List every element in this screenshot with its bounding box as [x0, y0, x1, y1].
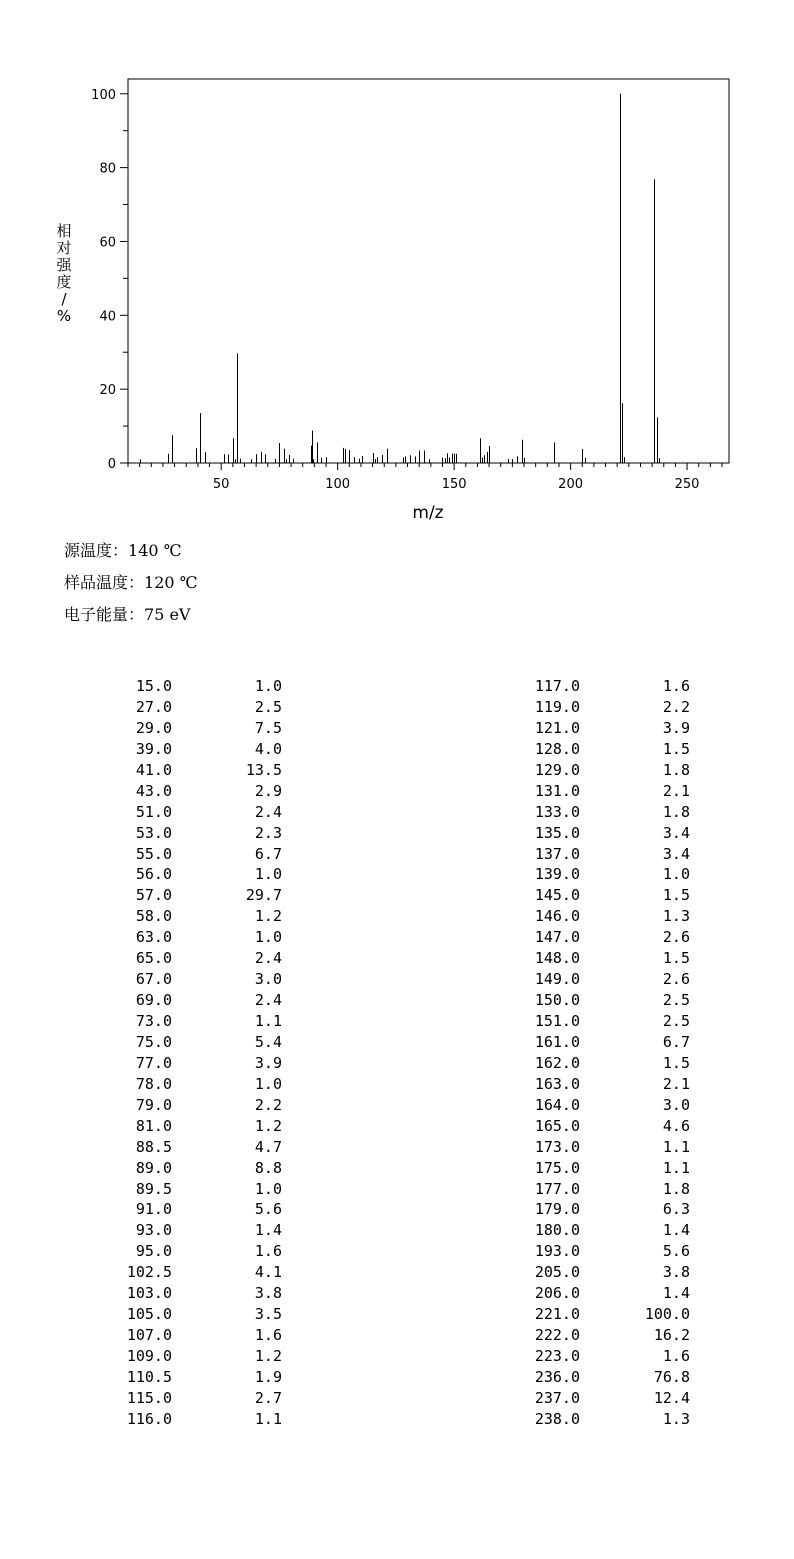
table-row — [100, 1409, 282, 1430]
mz-value: 29.0 — [135, 718, 172, 737]
mz-value: 63.0 — [135, 928, 172, 947]
mz-value: 175.0 — [534, 1158, 580, 1177]
mz-value: 103.0 — [126, 1284, 172, 1303]
mz-value: 150.0 — [534, 991, 580, 1010]
abundance-value: 6.7 — [254, 844, 282, 863]
mz-value: 131.0 — [534, 781, 580, 800]
mz-value: 65.0 — [135, 949, 172, 968]
x-tick-label: 100 — [325, 477, 351, 492]
mz-value: 128.0 — [534, 739, 580, 758]
abundance-value: 1.1 — [254, 1012, 282, 1030]
abundance-value: 2.7 — [254, 1388, 282, 1407]
x-axis-label: m/z — [412, 503, 444, 523]
mz-value: 107.0 — [126, 1326, 172, 1345]
mz-value: 145.0 — [534, 886, 580, 905]
abundance-value: 7.5 — [254, 718, 282, 737]
table-row — [508, 802, 690, 823]
table-row — [100, 1367, 282, 1388]
mz-value: 151.0 — [534, 1012, 580, 1030]
table-row — [508, 718, 690, 739]
mz-value: 89.0 — [135, 1158, 172, 1177]
x-tick-label: 250 — [674, 477, 700, 492]
table-row — [508, 1262, 690, 1283]
abundance-value: 2.5 — [254, 697, 282, 716]
mz-value: 139.0 — [534, 865, 580, 884]
abundance-value: 2.1 — [662, 1074, 690, 1093]
mz-value: 164.0 — [534, 1095, 580, 1114]
table-row — [100, 864, 282, 885]
table-row — [508, 1220, 690, 1241]
table-row — [508, 1346, 690, 1367]
mz-value: 27.0 — [135, 697, 172, 716]
mz-value: 55.0 — [135, 844, 172, 863]
mz-value: 238.0 — [534, 1409, 580, 1428]
mz-value: 105.0 — [126, 1305, 172, 1324]
table-row — [100, 990, 282, 1011]
table-row — [100, 906, 282, 927]
abundance-value: 1.4 — [254, 1221, 282, 1240]
abundance-value: 5.6 — [662, 1242, 690, 1261]
abundance-value: 1.4 — [662, 1284, 690, 1303]
table-row — [508, 864, 690, 885]
abundance-value: 1.6 — [662, 677, 690, 695]
y-tick-label: 80 — [99, 161, 116, 177]
table-row — [100, 927, 282, 948]
abundance-value: 2.1 — [662, 781, 690, 800]
mz-value: 79.0 — [135, 1095, 172, 1114]
abundance-value: 1.2 — [254, 1116, 282, 1135]
mz-value: 51.0 — [135, 802, 172, 821]
table-row — [508, 1116, 690, 1137]
abundance-value: 3.9 — [662, 718, 690, 737]
mass-spectrum-chart — [0, 0, 794, 530]
abundance-value: 4.7 — [254, 1137, 282, 1156]
mz-value: 146.0 — [534, 907, 580, 926]
table-row — [100, 823, 282, 844]
abundance-value: 3.8 — [254, 1284, 282, 1303]
mz-value: 89.5 — [135, 1179, 172, 1198]
y-axis-label-char: % — [56, 307, 72, 325]
mz-value: 129.0 — [534, 760, 580, 779]
peak-table-right — [508, 676, 690, 1430]
table-row — [100, 676, 282, 697]
abundance-value: 1.5 — [662, 739, 690, 758]
abundance-value: 1.3 — [662, 1409, 690, 1428]
abundance-value: 1.0 — [662, 865, 690, 884]
table-row — [508, 676, 690, 697]
mz-value: 67.0 — [135, 970, 172, 989]
table-row — [100, 1262, 282, 1283]
table-row — [508, 1409, 690, 1430]
y-tick-label: 40 — [99, 309, 116, 325]
abundance-value: 1.2 — [254, 907, 282, 926]
mz-value: 109.0 — [126, 1347, 172, 1365]
table-row — [100, 760, 282, 781]
abundance-value: 4.6 — [662, 1116, 690, 1135]
table-row — [508, 990, 690, 1011]
table-row — [508, 1074, 690, 1095]
table-row — [100, 802, 282, 823]
table-row — [508, 697, 690, 718]
abundance-value: 1.0 — [254, 1074, 282, 1093]
abundance-value: 1.6 — [662, 1347, 690, 1365]
condition-label: 源温度： — [64, 541, 129, 560]
plot-frame — [128, 79, 729, 463]
mz-value: 121.0 — [534, 718, 580, 737]
table-row — [100, 1053, 282, 1074]
table-row — [508, 1095, 690, 1116]
abundance-value: 5.4 — [254, 1032, 282, 1051]
abundance-value: 1.5 — [662, 1053, 690, 1072]
mz-value: 223.0 — [534, 1347, 580, 1365]
table-row — [508, 1283, 690, 1304]
abundance-value: 3.5 — [254, 1305, 282, 1324]
table-row — [508, 1137, 690, 1158]
mz-value: 179.0 — [534, 1200, 580, 1219]
table-row — [508, 969, 690, 990]
abundance-value: 1.4 — [662, 1221, 690, 1240]
experiment-conditions — [64, 538, 198, 634]
table-row — [100, 1179, 282, 1200]
table-row — [508, 823, 690, 844]
mz-value: 119.0 — [534, 697, 580, 716]
table-row — [100, 1095, 282, 1116]
mz-value: 222.0 — [534, 1326, 580, 1345]
mz-value: 237.0 — [534, 1388, 580, 1407]
table-row — [100, 1241, 282, 1262]
abundance-value: 1.1 — [662, 1137, 690, 1156]
mz-value: 93.0 — [135, 1221, 172, 1240]
mz-value: 78.0 — [135, 1074, 172, 1093]
mz-value: 56.0 — [135, 865, 172, 884]
table-row — [508, 885, 690, 906]
mz-value: 133.0 — [534, 802, 580, 821]
abundance-value: 2.2 — [254, 1095, 282, 1114]
table-row — [100, 1199, 282, 1220]
table-row — [100, 885, 282, 906]
abundance-value: 12.4 — [653, 1388, 690, 1407]
y-tick-label: 60 — [99, 235, 116, 251]
mz-value: 81.0 — [135, 1116, 172, 1135]
abundance-value: 1.3 — [662, 907, 690, 926]
mz-value: 180.0 — [534, 1221, 580, 1240]
table-row — [508, 927, 690, 948]
table-row — [100, 739, 282, 760]
table-row — [100, 697, 282, 718]
condition-value: 120 ℃ — [144, 573, 198, 592]
y-axis-label — [56, 222, 72, 325]
abundance-value: 1.0 — [254, 1179, 282, 1198]
abundance-value: 3.9 — [254, 1053, 282, 1072]
abundance-value: 3.4 — [662, 844, 690, 863]
mz-value: 115.0 — [126, 1388, 172, 1407]
x-axis — [128, 463, 722, 492]
abundance-value: 1.1 — [254, 1409, 282, 1428]
table-row — [508, 739, 690, 760]
condition-line — [64, 538, 198, 570]
abundance-value: 2.9 — [254, 781, 282, 800]
y-axis-label-char: 对 — [56, 239, 72, 257]
mz-value: 73.0 — [135, 1012, 172, 1030]
y-tick-label: 0 — [107, 457, 116, 472]
abundance-value: 1.2 — [254, 1347, 282, 1365]
abundance-value: 6.3 — [662, 1200, 690, 1219]
mz-value: 88.5 — [135, 1137, 172, 1156]
abundance-value: 3.0 — [662, 1095, 690, 1114]
abundance-value: 3.0 — [254, 970, 282, 989]
table-row — [100, 1032, 282, 1053]
abundance-value: 6.7 — [662, 1032, 690, 1051]
abundance-value: 1.0 — [254, 928, 282, 947]
mz-value: 77.0 — [135, 1053, 172, 1072]
abundance-value: 2.6 — [662, 928, 690, 947]
mz-value: 193.0 — [534, 1242, 580, 1261]
mz-value: 15.0 — [135, 677, 172, 695]
table-row — [100, 1325, 282, 1346]
table-row — [508, 760, 690, 781]
y-tick-label: 20 — [99, 383, 116, 399]
table-row — [100, 1158, 282, 1179]
mz-value: 75.0 — [135, 1032, 172, 1051]
mz-value: 165.0 — [534, 1116, 580, 1135]
y-tick-label: 100 — [91, 87, 116, 103]
abundance-value: 1.8 — [662, 802, 690, 821]
abundance-value: 4.0 — [254, 739, 282, 758]
abundance-value: 2.2 — [662, 697, 690, 716]
abundance-value: 1.8 — [662, 760, 690, 779]
y-axis-label-char: / — [61, 290, 67, 308]
table-row — [100, 969, 282, 990]
mz-value: 58.0 — [135, 907, 172, 926]
mz-value: 135.0 — [534, 823, 580, 842]
mz-value: 95.0 — [135, 1242, 172, 1261]
mz-value: 69.0 — [135, 991, 172, 1010]
mz-value: 53.0 — [135, 823, 172, 842]
abundance-value: 2.4 — [254, 991, 282, 1010]
table-row — [100, 1074, 282, 1095]
abundance-value: 1.8 — [662, 1179, 690, 1198]
mz-value: 148.0 — [534, 949, 580, 968]
mz-value: 205.0 — [534, 1263, 580, 1282]
table-row — [100, 1304, 282, 1325]
abundance-value: 2.6 — [662, 970, 690, 989]
table-row — [508, 1304, 690, 1325]
table-row — [508, 1053, 690, 1074]
abundance-value: 13.5 — [245, 760, 282, 779]
y-axis — [91, 88, 128, 472]
mz-value: 137.0 — [534, 844, 580, 863]
condition-value: 140 ℃ — [128, 541, 182, 560]
table-row — [100, 1220, 282, 1241]
mz-value: 206.0 — [534, 1284, 580, 1303]
mz-value: 161.0 — [534, 1032, 580, 1051]
mz-value: 91.0 — [135, 1200, 172, 1219]
abundance-value: 4.1 — [254, 1263, 282, 1282]
mz-value: 162.0 — [534, 1053, 580, 1072]
condition-value: 75 eV — [144, 605, 191, 624]
abundance-value: 2.5 — [662, 1012, 690, 1030]
table-row — [508, 1032, 690, 1053]
table-row — [508, 1199, 690, 1220]
condition-line — [64, 602, 198, 634]
abundance-value: 3.4 — [662, 823, 690, 842]
abundance-value: 3.8 — [662, 1263, 690, 1282]
mz-value: 236.0 — [534, 1367, 580, 1386]
table-row — [100, 1011, 282, 1032]
abundance-value: 2.5 — [662, 991, 690, 1010]
y-axis-label-char: 度 — [56, 273, 72, 291]
table-row — [100, 844, 282, 865]
peak-table-left — [100, 676, 282, 1430]
table-row — [508, 1241, 690, 1262]
table-row — [508, 1179, 690, 1200]
mz-value: 177.0 — [534, 1179, 580, 1198]
mz-value: 39.0 — [135, 739, 172, 758]
abundance-value: 8.8 — [254, 1158, 282, 1177]
abundance-value: 1.6 — [254, 1326, 282, 1345]
x-tick-label: 200 — [558, 477, 584, 492]
table-row — [100, 1137, 282, 1158]
abundance-value: 1.5 — [662, 886, 690, 905]
mz-value: 147.0 — [534, 928, 580, 947]
mz-value: 110.5 — [126, 1367, 172, 1386]
table-row — [100, 948, 282, 969]
mz-value: 57.0 — [135, 886, 172, 905]
mz-value: 163.0 — [534, 1074, 580, 1093]
condition-line — [64, 570, 198, 602]
table-row — [100, 1346, 282, 1367]
mz-value: 221.0 — [534, 1305, 580, 1324]
table-row — [508, 906, 690, 927]
abundance-value: 1.0 — [254, 677, 282, 695]
table-row — [508, 781, 690, 802]
table-row — [508, 1325, 690, 1346]
table-row — [100, 718, 282, 739]
table-row — [508, 1388, 690, 1409]
mz-value: 117.0 — [534, 677, 580, 695]
table-row — [508, 1367, 690, 1388]
mz-value: 102.5 — [126, 1263, 172, 1282]
abundance-value: 5.6 — [254, 1200, 282, 1219]
mz-value: 41.0 — [135, 760, 172, 779]
abundance-value: 1.9 — [254, 1367, 282, 1386]
y-axis-label-char: 相 — [56, 222, 72, 240]
abundance-value: 100.0 — [644, 1305, 690, 1324]
abundance-value: 2.4 — [254, 802, 282, 821]
abundance-value: 2.4 — [254, 949, 282, 968]
abundance-value: 76.8 — [653, 1367, 690, 1386]
abundance-value: 29.7 — [245, 886, 282, 905]
table-row — [508, 1158, 690, 1179]
mz-value: 116.0 — [126, 1409, 172, 1428]
abundance-value: 16.2 — [653, 1326, 690, 1345]
abundance-value: 1.5 — [662, 949, 690, 968]
abundance-value: 1.0 — [254, 865, 282, 884]
abundance-value: 2.3 — [254, 823, 282, 842]
x-tick-label: 150 — [441, 477, 467, 492]
table-row — [508, 844, 690, 865]
x-tick-label: 50 — [212, 477, 230, 492]
table-row — [100, 781, 282, 802]
mz-value: 149.0 — [534, 970, 580, 989]
abundance-value: 1.6 — [254, 1242, 282, 1261]
table-row — [508, 948, 690, 969]
table-row — [100, 1388, 282, 1409]
mz-value: 43.0 — [135, 781, 172, 800]
table-row — [100, 1283, 282, 1304]
condition-label: 样品温度： — [64, 573, 145, 592]
table-row — [508, 1011, 690, 1032]
condition-label: 电子能量： — [64, 605, 145, 624]
table-row — [100, 1116, 282, 1137]
spectrum-peaks — [141, 94, 660, 463]
abundance-value: 1.1 — [662, 1158, 690, 1177]
mz-value: 173.0 — [534, 1137, 580, 1156]
y-axis-label-char: 强 — [56, 256, 72, 274]
